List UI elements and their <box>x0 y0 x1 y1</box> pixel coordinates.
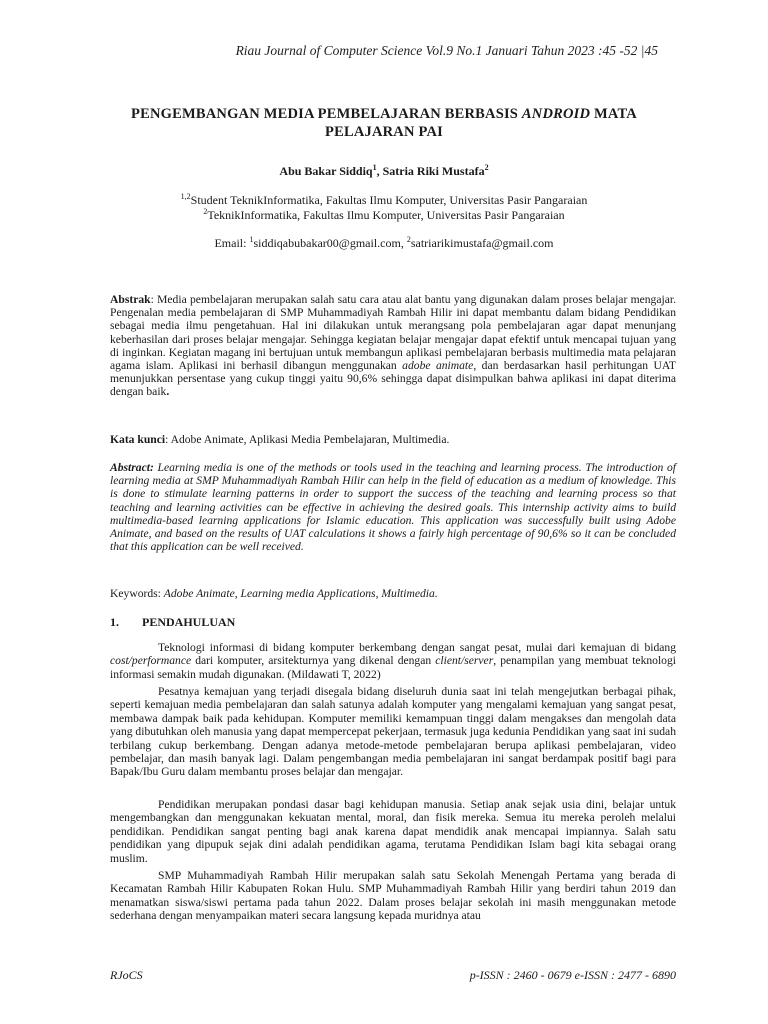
abstrak-text-italic: adobe animate <box>402 359 474 373</box>
section-number: 1. <box>110 615 119 629</box>
paragraph-1-a: Teknologi informasi di bidang komputer berkembang dengan sangat pesat, mulai dari kemajuan di bidang <box>158 641 676 654</box>
keywords-text: Adobe Animate, Learning media Applications, Multimedia. <box>163 587 438 600</box>
paragraph-1-b: dari komputer, arsitekturnya yang dikenal dengan <box>191 654 436 668</box>
paragraph-1-c: , penampilan yang membuat teknologi informasi semakin mudah digunakan. (Mildawati T, 2022) <box>110 654 676 681</box>
email-label: Email: <box>214 236 250 250</box>
keywords-block <box>110 587 676 600</box>
abstrak-end: . <box>166 385 170 399</box>
paper-title <box>100 105 668 141</box>
abstrak-block <box>110 293 676 399</box>
kata-kunci-block <box>110 433 676 446</box>
author-list <box>0 164 768 179</box>
email-1-sup: 1 <box>249 235 254 244</box>
paragraph-1-italic-1: cost/performance <box>110 654 192 668</box>
paragraph-1 <box>110 641 676 681</box>
affiliation-2 <box>0 208 768 223</box>
author-1: Abu Bakar Siddiq <box>279 164 373 178</box>
abstrak-text-1: : Media pembelajaran merupakan salah satu cara atau alat bantu yang digunakan dalam proses belajar mengajar. Pengenalan media pembelajaran di SMP Muhammadiyah Rambah Hilir ini dapat membantu dalam bidang Pendidikan sebagai media ilmu pengetahuan. Hal ini dilakukan untuk merangsang pola pembelajaran agar dapat menunjang keberhasilan dari proses belajar mengajar. Sehingga kegiatan belajar mengajar dapat efektif untuk mencapai tujuan yang di inginkan. Kegiatan magang ini bertujuan untuk membangun aplikasi pembelajaran berbasis multimedia mata pelajaran agama islam. Aplikasi ini berhasil dibangun menggunakan <box>110 293 676 373</box>
email-2-sup: 2 <box>406 235 411 244</box>
paragraph-1-italic-2: client/server <box>435 654 494 668</box>
author-2-sup: 2 <box>484 163 489 172</box>
footer-journal-abbrev: RJoCS <box>110 968 143 982</box>
affiliation-1-text: Student TeknikInformatika, Fakultas Ilmu Komputer, Universitas Pasir Pangaraian <box>190 193 588 207</box>
email-1: siddiqabubakar00@gmail.com, <box>253 236 407 250</box>
journal-header: Riau Journal of Computer Science Vol.9 No.1 Januari Tahun 2023 :45 -52 |45 <box>235 43 658 58</box>
abstract-block <box>110 461 676 553</box>
title-line2: PELAJARAN PAI <box>325 124 443 140</box>
paragraph-2: Pesatnya kemajuan yang terjadi disegala bidang diseluruh dunia saat ini telah mengejutkan berbagai pihak, seperti kemajuan media pembelajaran dan salah satunya adalah komputer yang mengalami kemajuan yang sangat pesat, membawa dampak baik pada kehidupan. Komputer memiliki kemampuan tinggi dalam mengakses dan mengolah data yang dibutuhkan oleh manusia yang dapat mempercepat pekerjaan, termasuk juga kedunia Pendidikan yang saat ini sudah terbilang cukup berkembang. Dengan adanya metode-metode pembelajaran berupa aplikasi pembelajaran, video pembelajar, dan masih banyak lagi. Dalam pengembangan media pembelajaran ini sangat berdampak positif bagi para Bapak/Ibu Guru dalam membantu proses belajar dan mengajar. <box>110 685 676 779</box>
section-title: PENDAHULUAN <box>142 615 236 629</box>
author-separator: , <box>376 164 383 178</box>
paragraph-4: SMP Muhammadiyah Rambah Hilir merupakan salah satu Sekolah Menengah Pertama yang berada di Kecamatan Rambah Hilir Kabupaten Rokan Hulu. SMP Muhammadiyah Rambah Hilir yang berdiri tahun 2019 dan menamatkan siswa/siswi pertama pada tahun 2022. Dalam proses belajar sekolah ini masih menggunakan metode sederhana dengan menyampaikan materi secara langsung kepada muridnya atau <box>110 869 676 923</box>
paragraph-3: Pendidikan merupakan pondasi dasar bagi kehidupan manusia. Setiap anak sejak usia dini, belajar untuk mengembangkan dan menggunakan kekuatan mental, moral, dan fisik mereka. Semua itu mereka peroleh melalui pendidikan. Pendidikan sangat penting bagi anak karena dapat mendidik anak mencapai impiannya. Salah satu pendidikan yang dipupuk sejak dini adalah pendidikan agama, terutama Pendidikan Islam bagi kita sebagai orang muslim. <box>110 798 676 865</box>
abstract-label: Abstract: <box>110 461 154 474</box>
affiliation-1-sup: 1,2 <box>180 192 191 201</box>
email-line <box>0 236 768 251</box>
keywords-label: Keywords: <box>110 587 164 600</box>
affiliation-2-sup: 2 <box>203 207 208 216</box>
email-2: satriarikimustafa@gmail.com <box>410 236 554 250</box>
affiliation-2-text: TeknikInformatika, Fakultas Ilmu Komputer, Universitas Pasir Pangaraian <box>207 208 565 222</box>
abstrak-label: Abstrak <box>110 293 151 306</box>
title-italic: ANDROID <box>521 106 591 122</box>
kata-kunci-label: Kata kunci <box>110 433 166 446</box>
abstrak-text-2: , dan berdasarkan hasil perhitungan UAT menunjukkan persentase yang cukup tinggi yaitu 90,6% sehingga dapat disimpulkan bahwa aplikasi ini dapat diterima dengan baik <box>110 359 677 399</box>
author-1-sup: 1 <box>372 163 377 172</box>
footer-issn: p-ISSN : 2460 - 0679 e-ISSN : 2477 - 6890 <box>469 968 676 982</box>
author-2: Satria Riki Mustafa <box>382 164 485 178</box>
title-part1: PENGEMBANGAN MEDIA PEMBELAJARAN BERBASIS <box>131 106 522 122</box>
abstract-text: Learning media is one of the methods or tools used in the teaching and learning process. The introduction of learning media at SMP Muhammadiyah Rambah Hilir can help in the field of education as a medium of knowledge. This is done to stimulate learning patterns in order to support the success of the teaching and learning process so that teaching and learning activities can be effective in achieving the desired goals. This internship activity aims to build multimedia-based learning applications for Islamic education. This application was successfully built using Adobe Animate, and based on the results of UAT calculations it shows a fairly high percentage of 90,6% so it can be concluded that this application can be well received. <box>110 461 676 554</box>
title-part2: MATA <box>590 106 637 122</box>
section-heading <box>110 615 235 630</box>
kata-kunci-text: : Adobe Animate, Aplikasi Media Pembelajaran, Multimedia. <box>165 433 450 446</box>
affiliation-1 <box>0 193 768 208</box>
